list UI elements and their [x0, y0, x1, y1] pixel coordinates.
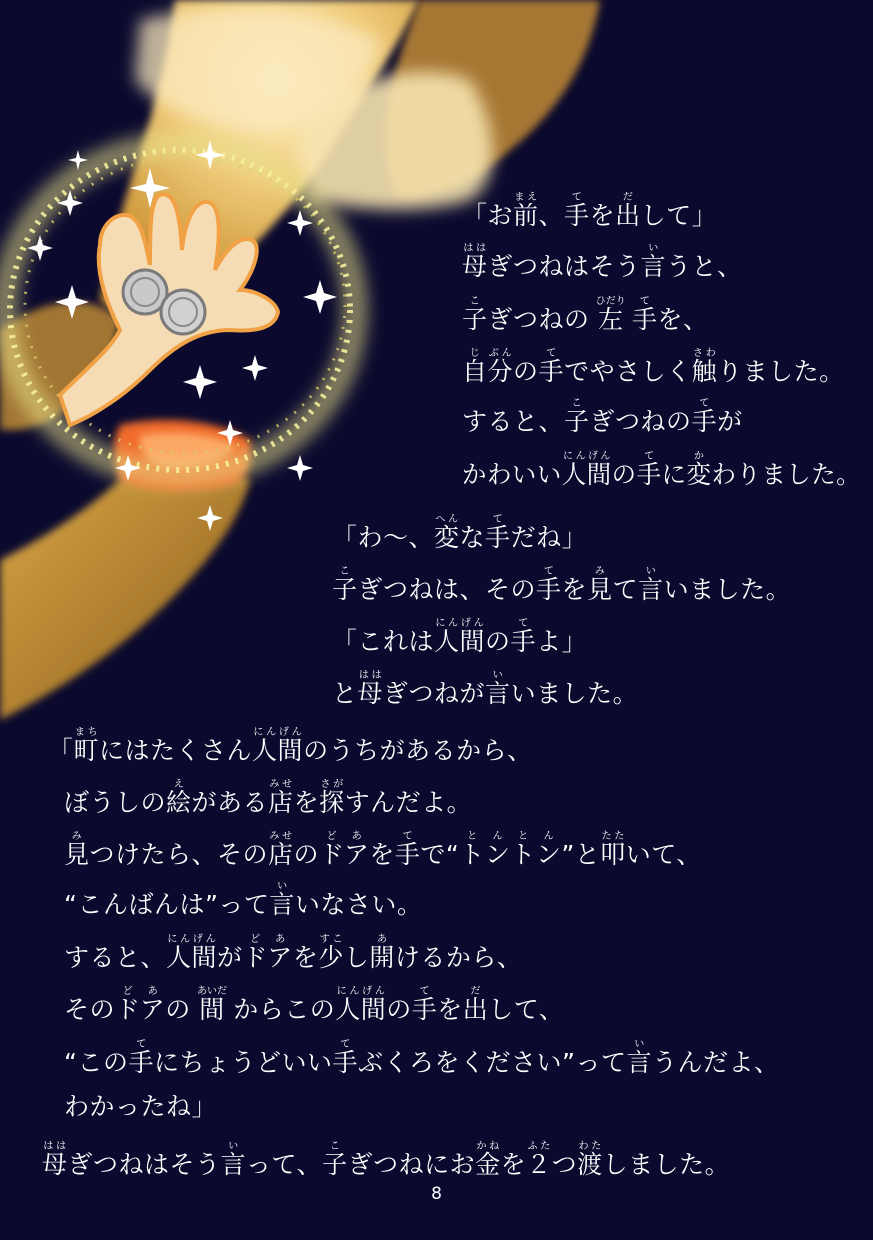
furigana: 少すこ — [318, 934, 344, 972]
furigana: 人間にんげん — [252, 727, 304, 765]
furigana: 手て — [564, 192, 590, 230]
furigana: 母はは — [42, 1141, 68, 1179]
story-line: 「これは人間にんげんの手てよ」 — [332, 618, 588, 656]
furigana: 手て — [128, 1039, 154, 1077]
furigana: 分ぶん — [487, 348, 514, 386]
story-line: と母ははぎつねが言いいました。 — [332, 670, 639, 708]
furigana: 左ひだり — [595, 296, 626, 334]
furigana: トントンとんとん — [459, 831, 562, 869]
furigana: 言い — [269, 881, 295, 919]
furigana: ドアどあ — [319, 831, 370, 869]
story-line: 見みつけたら、その店みせのドアどあを手てで“トントンとんとん”と叩たたいて、 — [64, 831, 702, 869]
furigana: 手て — [536, 566, 562, 604]
furigana: ドアどあ — [115, 986, 166, 1024]
furigana: 手て — [691, 398, 718, 436]
story-line: 母ははぎつねはそう言いって、子こぎつねにお金かねを２ふたつ渡わたしました。 — [42, 1141, 731, 1179]
furigana: 言い — [626, 1039, 652, 1077]
story-line: 母ははぎつねはそう言いうと、 — [462, 243, 743, 281]
furigana: 出だ — [462, 986, 489, 1024]
furigana: 町まち — [73, 727, 100, 765]
story-line: 子こぎつねの 左ひだり 手てを、 — [462, 296, 709, 334]
furigana: 店みせ — [268, 831, 294, 869]
furigana: 手て — [510, 618, 537, 656]
furigana: 変へん — [434, 514, 460, 552]
story-line: 「わ～、変へんな手てだね」 — [332, 514, 588, 552]
furigana: 手て — [485, 514, 511, 552]
furigana: 人間にんげん — [335, 986, 387, 1024]
furigana: 前まえ — [513, 192, 539, 230]
furigana: 人間にんげん — [561, 451, 612, 489]
furigana: 出だ — [615, 192, 641, 230]
story-line: 自じ分ぶんの手てでやさしく触さわりました。 — [462, 348, 845, 386]
furigana: 渡わた — [577, 1141, 603, 1179]
furigana: 母はは — [357, 670, 384, 708]
furigana: 言い — [640, 243, 667, 281]
furigana: 手て — [411, 986, 438, 1024]
furigana: 子こ — [332, 566, 358, 604]
story-line: 「お前まえ、手てを出だして」 — [462, 192, 718, 230]
furigana: 手て — [636, 451, 662, 489]
furigana: 手て — [394, 831, 421, 869]
furigana: 人間にんげん — [166, 934, 218, 972]
furigana: ドアどあ — [242, 934, 293, 972]
furigana: ２ふた — [526, 1141, 552, 1179]
furigana: 探さが — [319, 779, 345, 817]
story-line: そのドアどあの 間あいだ からこの人間にんげんの手てを出だして、 — [64, 986, 565, 1024]
furigana: 店みせ — [268, 779, 294, 817]
story-line: “この手てにちょうどいい手てぶくろをください”って言いうんだよ、 — [64, 1039, 780, 1077]
furigana: 触さわ — [691, 348, 718, 386]
furigana: 母はは — [462, 243, 488, 281]
furigana: 叩たた — [600, 831, 626, 869]
furigana: 開あ — [369, 934, 395, 972]
furigana: 見み — [587, 566, 613, 604]
story-line: わかったね」 — [64, 1092, 218, 1121]
furigana: 言い — [485, 670, 511, 708]
furigana: 自じ — [462, 348, 488, 386]
furigana: 子こ — [564, 398, 590, 436]
furigana: 金かね — [475, 1141, 501, 1179]
furigana: 言い — [638, 566, 664, 604]
story-line: すると、人間にんげんがドアどあを少すこし開あけるから、 — [64, 934, 523, 972]
furigana: 手て — [332, 1039, 358, 1077]
page-number: 8 — [431, 1184, 442, 1204]
furigana: 手て — [538, 348, 565, 386]
furigana: 子こ — [322, 1141, 348, 1179]
story-line: “こんばんは”って言いいなさい。 — [64, 881, 423, 919]
furigana: 変か — [686, 451, 712, 489]
furigana: 子こ — [462, 296, 488, 334]
story-line: 「町まちにはたくさん人間にんげんのうちがあるから、 — [48, 727, 533, 765]
furigana: 間あいだ — [197, 986, 227, 1024]
furigana: 見み — [64, 831, 90, 869]
story-line: 子こぎつねは、その手てを見みて言いいました。 — [332, 566, 792, 604]
furigana: 人間にんげん — [434, 618, 486, 656]
story-line: ぼうしの絵えがある店みせを探さがすんだよ。 — [64, 779, 473, 817]
story-line: すると、子こぎつねの手てが — [462, 398, 743, 436]
furigana: 言い — [220, 1141, 247, 1179]
furigana: 絵え — [166, 779, 192, 817]
story-line: かわいい人間にんげんの手てに変かわりました。 — [462, 451, 862, 489]
furigana: 手て — [631, 296, 658, 334]
